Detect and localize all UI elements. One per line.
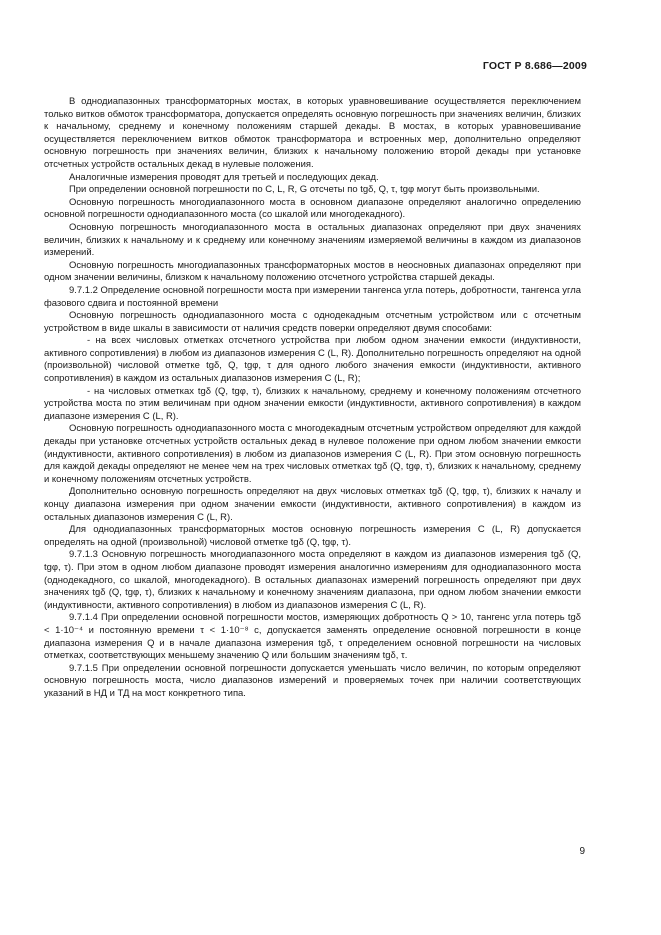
paragraph: 9.7.1.4 При определении основной погрешности мостов, измеряющих добротность Q > 10, тангенс угла потерь tgδ < 1·10⁻⁴ и постоянную времени τ < 1·10⁻⁸ с, допускается заменять определение основной погрешности в конце диапазона измерения Q и в начале диапазона измерения tgδ, τ определением основной погрешности на числовых отметках, соответствующих меньшему значению Q или большим значениям tgδ, τ. — [44, 612, 581, 662]
section-heading: 9.7.1.2 Определение основной погрешности моста при измерении тангенса угла потерь, добротности, тангенса угла фазового сдвига и постоянной времени — [44, 284, 581, 309]
paragraph: Аналогичные измерения проводят для третьей и последующих декад. — [69, 171, 379, 183]
paragraph: 9.7.1.5 При определении основной погрешности допускается уменьшать число величин, по которым определяют основную погрешность моста, число диапазонов измерений и проверяемых точек при наличии соответствующих указаний в НД и ТД на мост конкретного типа. — [44, 662, 581, 699]
standard-header: ГОСТ Р 8.686—2009 — [482, 60, 587, 72]
list-item: - на всех числовых отметках отсчетного устройства при любом одном значении емкости (индуктивности, активного сопротивления) в любом из диапазонов измерения C (L, R). Дополнительно погрешность определяют на одной (произвольной) числовой отметке tgδ, Q, tgφ, τ для одного любого значения емкости (индуктивности, активного сопротивления) в каждом из остальных диапазонов измерения C (L, R); — [44, 335, 581, 385]
list-item: - на числовых отметках tgδ (Q, tgφ, τ), близких к начальному, среднему и конечному положениям отсчетного устройства моста по этим величинам при одном значении емкости (индуктивности, активного сопротивления) в каждом диапазоне измерения C (L, R). — [44, 385, 581, 422]
paragraph: Основную погрешность многодиапазонного моста в основном диапазоне определяют аналогично определению основной погрешности однодиапазонного моста (со шкалой или многодекадного). — [44, 196, 581, 221]
body-text — [44, 96, 581, 701]
page-number: 9 — [579, 846, 585, 857]
paragraph: Основную погрешность однодиапазонного моста с многодекадным отсчетным устройством определяют для каждой декады при установке отсчетных устройств остальных декад в нулевое положение при одном любом значении емкости (индуктивности, активного сопротивления) в любом из диапазонов измерения C (L, R). При этом основную погрешность для каждой декады определяют не менее чем на трех числовых отметках tgδ (Q, tgφ, τ), близких к начальному, среднему и конечному положениям отсчетных устройств. — [44, 423, 581, 485]
paragraph: 9.7.1.3 Основную погрешность многодиапазонного моста определяют в каждом из диапазонов измерения tgδ (Q, tgφ, τ). При этом в одном любом диапазоне проводят измерения аналогично измерениям для однодиапазонного моста (однодекадного, со шкалой, многодекадного). В остальных диапазонах измерений погрешность определяют при двух значениях tgδ (Q, tgφ, τ), близких к начальному и конечному значениям диапазона, при одном любом значении емкости (индуктивности, активного сопротивления) в любом из диапазонов измерения C (L, R). — [44, 549, 581, 611]
paragraph: Основную погрешность многодиапазонных трансформаторных мостов в неосновных диапазонах определяют при одном значении величины, близком к начальному положению отсчетного устройства старшей декады. — [44, 259, 581, 284]
paragraph: В однодиапазонных трансформаторных мостах, в которых уравновешивание осуществляется переключением только витков обмоток трансформатора, допускается определять основную погрешность при значениях величин, близких к начальному, среднему и конечному положениям старшей декады. В мостах, в которых уравновешивание осуществляется переключением витков обмоток трансформатора и встроенных мер, дополнительно определяют основную погрешность при значениях величин, близких к начальному положению второй декады при установке отсчетных устройств остальных декад в нулевые положения. — [44, 96, 581, 170]
paragraph: Дополнительно основную погрешность определяют на двух числовых отметках tgδ (Q, tgφ, τ), близких к началу и концу диапазона измерения при одном значении емкости (индуктивности, активного сопротивления) в каждом из остальных диапазонов измерения C (L, R). — [44, 486, 581, 523]
paragraph: Основную погрешность однодиапазонного моста с однодекадным отсчетным устройством или с отсчетным устройством в виде шкалы в зависимости от наличия средств поверки определяют двумя способами: — [44, 310, 581, 334]
paragraph: Для однодиапазонных трансформаторных мостов основную погрешность измерения C (L, R) допускается определять на одной (произвольной) числовой отметке tgδ (Q, tgφ, τ). — [44, 524, 581, 548]
paragraph: При определении основной погрешности по C, L, R, G отсчеты по tgδ, Q, τ, tgφ могут быть произвольными. — [69, 184, 540, 196]
paragraph: Основную погрешность многодиапазонного моста в остальных диапазонах определяют при двух значениях величин, близких к начальному и к среднему или конечному значениям измеряемой величины в каждом из диапазонов измерений. — [44, 221, 581, 259]
